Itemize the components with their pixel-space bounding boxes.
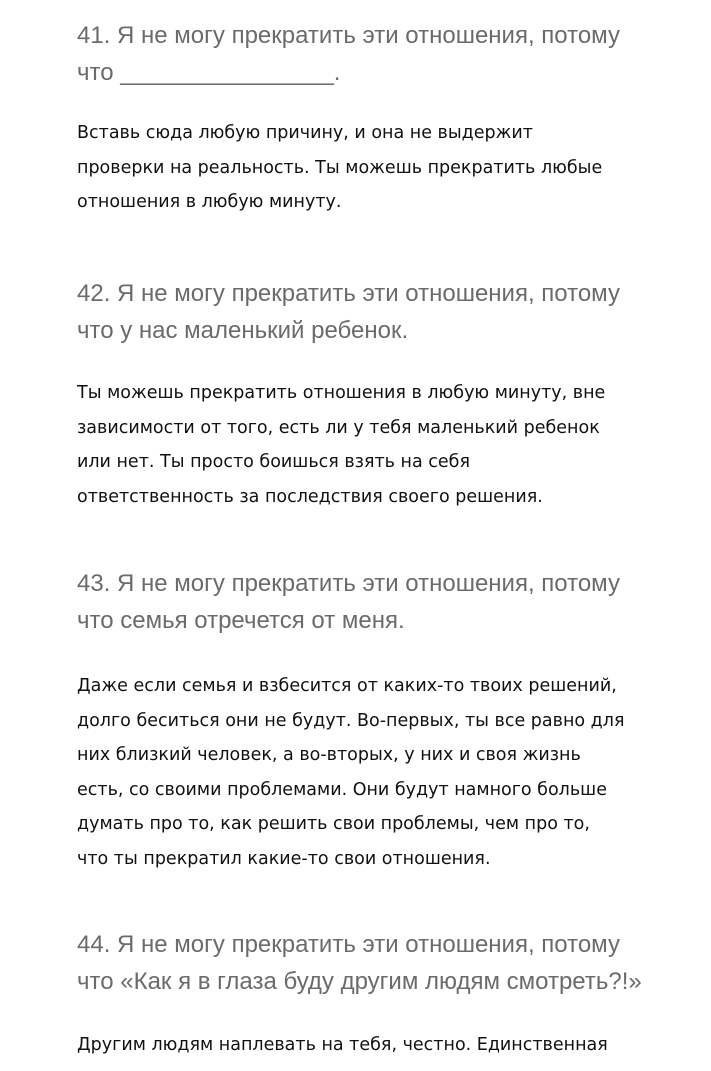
section-44 xyxy=(77,926,677,1063)
body-line: Ты можешь прекратить отношения в любую минуту, вне xyxy=(77,383,606,403)
heading-line: 44. Я не могу прекратить эти отношения, потому xyxy=(77,931,620,958)
section-body xyxy=(77,116,677,220)
section-42 xyxy=(77,275,677,514)
body-line: долго беситься они не будут. Во-первых, ты все равно для xyxy=(77,710,625,731)
section-body xyxy=(77,669,677,876)
body-line: зависимости от того, есть ли у тебя маленький ребенок xyxy=(77,417,600,438)
section-heading xyxy=(77,565,677,639)
section-heading xyxy=(77,17,677,91)
body-line: есть, со своими проблемами. Они будут намного больше xyxy=(77,779,607,800)
body-line: думать про то, как решить свои проблемы, чем про то, xyxy=(77,814,590,834)
section-heading xyxy=(77,926,677,1000)
section-heading xyxy=(77,275,677,349)
section-body xyxy=(77,1028,677,1063)
body-line: них близкий человек, а во-вторых, у них и своя жизнь xyxy=(77,745,581,765)
body-line: Вставь сюда любую причину, и она не выдержит xyxy=(77,123,533,143)
body-line: или нет. Ты просто боишься взять на себя xyxy=(77,452,470,472)
heading-line: что семья отречется от меня. xyxy=(77,607,405,634)
body-line: проверки на реальность. Ты можешь прекратить любые xyxy=(77,157,603,178)
heading-line: 41. Я не могу прекратить эти отношения, потому xyxy=(77,22,620,49)
body-line: отношения в любую минуту. xyxy=(77,192,342,212)
section-41 xyxy=(77,17,677,220)
body-line: Другим людям наплевать на тебя, честно. Единственная xyxy=(77,1035,608,1055)
body-line: что ты прекратил какие-то свои отношения. xyxy=(77,848,491,869)
section-43 xyxy=(77,565,677,876)
heading-line: что «Как я в глаза буду другим людям смотреть?!» xyxy=(77,968,642,995)
section-body xyxy=(77,376,677,514)
body-line: ответственность за последствия своего решения. xyxy=(77,486,543,507)
heading-line: что ________________. xyxy=(77,59,341,86)
heading-line: 42. Я не могу прекратить эти отношения, потому xyxy=(77,280,620,307)
heading-line: что у нас маленький ребенок. xyxy=(77,317,409,344)
body-line: Даже если семья и взбесится от каких-то твоих решений, xyxy=(77,676,617,696)
heading-line: 43. Я не могу прекратить эти отношения, потому xyxy=(77,570,620,597)
